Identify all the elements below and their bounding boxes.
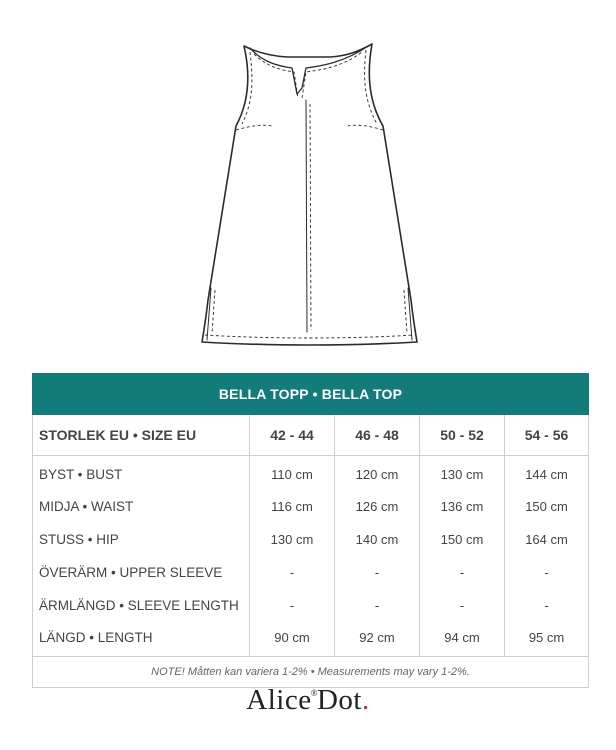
registered-mark: ®: [310, 688, 318, 698]
table-cell: -: [505, 589, 589, 622]
garment-sketch-icon: [0, 0, 616, 365]
logo-text-alice: Alice: [246, 684, 312, 716]
row-label: STUSS • HIP: [33, 523, 250, 556]
table-cell: -: [335, 589, 420, 622]
table-cell: -: [420, 589, 505, 622]
size-col-header: 42 - 44: [250, 415, 335, 456]
size-col-header: 46 - 48: [335, 415, 420, 456]
size-col-header: 50 - 52: [420, 415, 505, 456]
table-cell: -: [250, 556, 335, 589]
table-cell: -: [250, 589, 335, 622]
row-label: LÄNGD • LENGTH: [33, 622, 250, 657]
table-cell: 136 cm: [420, 490, 505, 523]
measurement-note: NOTE! Måtten kan variera 1-2% • Measurements may vary 1-2%.: [33, 657, 589, 688]
brand-logo: [0, 684, 616, 717]
row-label: ÄRMLÄNGD • SLEEVE LENGTH: [33, 589, 250, 622]
table-title: BELLA TOPP • BELLA TOP: [33, 374, 589, 415]
table-title-row: [33, 374, 589, 415]
table-cell: 150 cm: [505, 490, 589, 523]
table-row: [33, 456, 589, 491]
table-cell: 150 cm: [420, 523, 505, 556]
table-row: [33, 490, 589, 523]
note-row: [33, 657, 589, 688]
row-label: ÖVERÄRM • UPPER SLEEVE: [33, 556, 250, 589]
size-chart: [32, 373, 588, 688]
size-table: [32, 373, 589, 688]
logo-text-dot: Dot: [316, 684, 362, 716]
row-label: BYST • BUST: [33, 456, 250, 491]
row-label: MIDJA • WAIST: [33, 490, 250, 523]
table-cell: -: [505, 556, 589, 589]
table-row: [33, 523, 589, 556]
table-cell: 164 cm: [505, 523, 589, 556]
table-cell: 90 cm: [250, 622, 335, 657]
table-cell: 130 cm: [420, 456, 505, 491]
table-cell: 130 cm: [250, 523, 335, 556]
table-cell: 94 cm: [420, 622, 505, 657]
table-cell: 120 cm: [335, 456, 420, 491]
table-cell: -: [420, 556, 505, 589]
logo-red-dot: .: [361, 684, 370, 716]
table-cell: 95 cm: [505, 622, 589, 657]
table-cell: 116 cm: [250, 490, 335, 523]
table-cell: 140 cm: [335, 523, 420, 556]
table-row: [33, 589, 589, 622]
table-cell: -: [335, 556, 420, 589]
table-cell: 144 cm: [505, 456, 589, 491]
table-cell: 92 cm: [335, 622, 420, 657]
table-row: [33, 622, 589, 657]
table-cell: 110 cm: [250, 456, 335, 491]
size-header-label: STORLEK EU • SIZE EU: [33, 415, 250, 456]
size-header-row: [33, 415, 589, 456]
table-cell: 126 cm: [335, 490, 420, 523]
size-col-header: 54 - 56: [505, 415, 589, 456]
table-row: [33, 556, 589, 589]
